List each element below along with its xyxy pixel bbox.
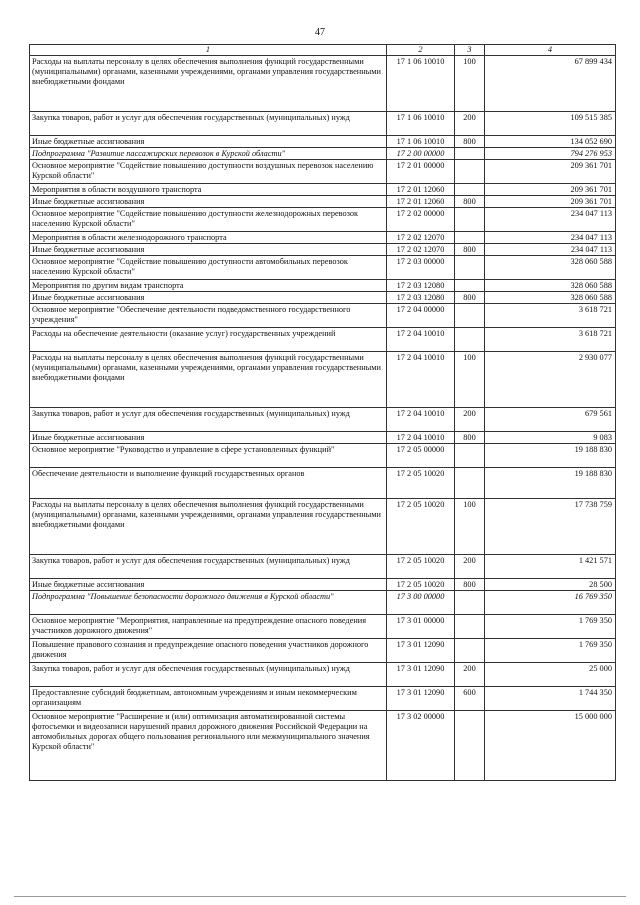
header-cell: 1	[30, 45, 387, 56]
budget-table	[29, 44, 616, 781]
row-name: Основное мероприятие "Руководство и управление в сфере установленных функций"	[30, 444, 387, 468]
row-expense-type	[455, 304, 485, 328]
row-amount: 679 561	[485, 408, 616, 432]
row-expense-type: 800	[455, 136, 485, 148]
row-expense-type	[455, 280, 485, 292]
row-expense-type	[455, 615, 485, 639]
row-code: 17 2 04 00000	[387, 304, 455, 328]
row-code: 17 2 02 12070	[387, 244, 455, 256]
row-expense-type	[455, 208, 485, 232]
row-expense-type	[455, 256, 485, 280]
row-code: 17 3 00 00000	[387, 591, 455, 615]
row-name: Расходы на выплаты персоналу в целях обеспечения выполнения функций государственными (муниципальными) органами, казенными учреждениями, органами управления государственными внебюджетными фондами	[30, 56, 387, 112]
row-code: 17 3 01 12090	[387, 663, 455, 687]
row-code: 17 2 05 10020	[387, 555, 455, 579]
row-expense-type	[455, 328, 485, 352]
row-expense-type	[455, 591, 485, 615]
row-name: Подпрограмма "Повышение безопасности дорожного движения в Курской области"	[30, 591, 387, 615]
row-code: 17 3 01 12090	[387, 687, 455, 711]
row-amount: 209 361 701	[485, 196, 616, 208]
row-name: Основное мероприятие "Содействие повышению доступности автомобильных перевозок населению Курской области"	[30, 256, 387, 280]
row-expense-type	[455, 444, 485, 468]
table-row	[30, 56, 616, 112]
row-code: 17 2 05 10020	[387, 499, 455, 555]
row-name: Иные бюджетные ассигнования	[30, 432, 387, 444]
table-row	[30, 444, 616, 468]
row-name: Закупка товаров, работ и услуг для обеспечения государственных (муниципальных) нужд	[30, 555, 387, 579]
row-code: 17 2 01 00000	[387, 160, 455, 184]
row-name: Основное мероприятие "Обеспечение деятельности подведомственного государственного учреждения"	[30, 304, 387, 328]
row-name: Иные бюджетные ассигнования	[30, 244, 387, 256]
row-amount: 328 060 588	[485, 256, 616, 280]
row-name: Расходы на выплаты персоналу в целях обеспечения выполнения функций государственными (муниципальными) органами, казенными учреждениями, органами управления государственными внебюджетными фондами	[30, 352, 387, 408]
row-code: 17 2 02 12070	[387, 232, 455, 244]
row-amount: 19 188 830	[485, 444, 616, 468]
row-amount: 1 769 350	[485, 639, 616, 663]
table-row	[30, 663, 616, 687]
row-expense-type: 800	[455, 244, 485, 256]
row-expense-type: 800	[455, 432, 485, 444]
header-cell: 2	[387, 45, 455, 56]
row-amount: 234 047 113	[485, 208, 616, 232]
row-expense-type: 200	[455, 112, 485, 136]
table-row	[30, 112, 616, 136]
row-name: Мероприятия в области воздушного транспорта	[30, 184, 387, 196]
row-expense-type: 200	[455, 408, 485, 432]
row-amount: 28 500	[485, 579, 616, 591]
row-code: 17 2 03 00000	[387, 256, 455, 280]
table-row	[30, 615, 616, 639]
row-code: 17 2 04 10010	[387, 352, 455, 408]
row-name: Расходы на выплаты персоналу в целях обеспечения выполнения функций государственными (муниципальными) органами, казенными учреждениями, органами управления государственными внебюджетными фондами	[30, 499, 387, 555]
table-row	[30, 196, 616, 208]
row-code: 17 3 01 12090	[387, 639, 455, 663]
row-name: Подпрограмма "Развитие пассажирских перевозок в Курской области"	[30, 148, 387, 160]
row-amount: 25 000	[485, 663, 616, 687]
row-expense-type	[455, 468, 485, 499]
row-code: 17 2 03 12080	[387, 292, 455, 304]
row-amount: 234 047 113	[485, 232, 616, 244]
row-amount: 17 738 759	[485, 499, 616, 555]
row-amount: 328 060 588	[485, 280, 616, 292]
table-row	[30, 232, 616, 244]
table-row	[30, 256, 616, 280]
table-row	[30, 160, 616, 184]
table-row	[30, 687, 616, 711]
row-name: Иные бюджетные ассигнования	[30, 579, 387, 591]
row-code: 17 2 04 10010	[387, 328, 455, 352]
table-row	[30, 639, 616, 663]
row-name: Иные бюджетные ассигнования	[30, 136, 387, 148]
row-code: 17 2 04 10010	[387, 408, 455, 432]
row-code: 17 2 01 12060	[387, 196, 455, 208]
table-header-row	[30, 45, 616, 56]
row-expense-type: 200	[455, 663, 485, 687]
table-row	[30, 468, 616, 499]
row-code: 17 2 05 00000	[387, 444, 455, 468]
row-code: 17 3 01 00000	[387, 615, 455, 639]
row-expense-type: 800	[455, 579, 485, 591]
row-amount: 1 769 350	[485, 615, 616, 639]
row-amount: 16 769 350	[485, 591, 616, 615]
row-expense-type	[455, 160, 485, 184]
row-amount: 209 361 701	[485, 184, 616, 196]
row-expense-type: 200	[455, 555, 485, 579]
row-expense-type: 100	[455, 352, 485, 408]
row-expense-type	[455, 232, 485, 244]
row-expense-type: 800	[455, 292, 485, 304]
table-row	[30, 432, 616, 444]
row-name: Закупка товаров, работ и услуг для обеспечения государственных (муниципальных) нужд	[30, 663, 387, 687]
row-amount: 109 515 385	[485, 112, 616, 136]
row-amount: 3 618 721	[485, 328, 616, 352]
row-expense-type: 800	[455, 196, 485, 208]
row-code: 17 2 02 00000	[387, 208, 455, 232]
table-row	[30, 499, 616, 555]
row-amount: 328 060 588	[485, 292, 616, 304]
row-name: Основное мероприятие "Расширение и (или) оптимизация автоматизированной системы фотосъемки и видеозаписи нарушений правил дорожного движения Российской Федерации на автомобильных дорогах общего пользования регионального или межмуниципального значения Курской области"	[30, 711, 387, 781]
row-amount: 9 083	[485, 432, 616, 444]
row-amount: 3 618 721	[485, 304, 616, 328]
row-name: Закупка товаров, работ и услуг для обеспечения государственных (муниципальных) нужд	[30, 112, 387, 136]
table-row	[30, 292, 616, 304]
table-row	[30, 184, 616, 196]
row-code: 17 2 05 10020	[387, 468, 455, 499]
header-cell: 4	[485, 45, 616, 56]
row-amount: 134 052 690	[485, 136, 616, 148]
table-row	[30, 244, 616, 256]
table-row	[30, 555, 616, 579]
row-code: 17 2 01 12060	[387, 184, 455, 196]
row-name: Основное мероприятие "Мероприятия, направленные на предупреждение опасного поведения участников дорожного движения"	[30, 615, 387, 639]
row-name: Мероприятия в области железнодорожного транспорта	[30, 232, 387, 244]
table-row	[30, 711, 616, 781]
row-name: Обеспечение деятельности и выполнение функций государственных органов	[30, 468, 387, 499]
table-row	[30, 579, 616, 591]
row-name: Расходы на обеспечение деятельности (оказание услуг) государственных учреждений	[30, 328, 387, 352]
row-amount: 67 899 434	[485, 56, 616, 112]
row-expense-type: 100	[455, 499, 485, 555]
page-number: 47	[315, 27, 325, 38]
row-amount: 1 744 350	[485, 687, 616, 711]
row-name: Основное мероприятие "Содействие повышению доступности железнодорожных перевозок населению Курской области"	[30, 208, 387, 232]
row-expense-type	[455, 148, 485, 160]
row-amount: 1 421 571	[485, 555, 616, 579]
row-name: Иные бюджетные ассигнования	[30, 196, 387, 208]
row-name: Иные бюджетные ассигнования	[30, 292, 387, 304]
row-code: 17 1 06 10010	[387, 112, 455, 136]
row-amount: 794 276 953	[485, 148, 616, 160]
row-name: Повышение правового сознания и предупреждение опасного поведения участников дорожного движения	[30, 639, 387, 663]
row-expense-type: 600	[455, 687, 485, 711]
row-expense-type: 100	[455, 56, 485, 112]
header-cell: 3	[455, 45, 485, 56]
table-row	[30, 208, 616, 232]
row-name: Предоставление субсидий бюджетным, автономным учреждениям и иным некоммерческим организациям	[30, 687, 387, 711]
row-code: 17 2 05 10020	[387, 579, 455, 591]
row-name: Закупка товаров, работ и услуг для обеспечения государственных (муниципальных) нужд	[30, 408, 387, 432]
row-expense-type	[455, 639, 485, 663]
table-row	[30, 136, 616, 148]
row-amount: 19 188 830	[485, 468, 616, 499]
row-name: Мероприятия по другим видам транспорта	[30, 280, 387, 292]
page-bottom-rule	[14, 896, 626, 897]
row-code: 17 2 03 12080	[387, 280, 455, 292]
table-row	[30, 591, 616, 615]
row-code: 17 1 06 10010	[387, 136, 455, 148]
row-amount: 234 047 113	[485, 244, 616, 256]
table-row	[30, 304, 616, 328]
table-row	[30, 408, 616, 432]
row-code: 17 3 02 00000	[387, 711, 455, 781]
row-amount: 209 361 701	[485, 160, 616, 184]
row-code: 17 2 04 10010	[387, 432, 455, 444]
table-row	[30, 280, 616, 292]
row-name: Основное мероприятие "Содействие повышению доступности воздушных перевозок населению Курской области"	[30, 160, 387, 184]
row-code: 17 1 06 10010	[387, 56, 455, 112]
table-row	[30, 328, 616, 352]
row-expense-type	[455, 184, 485, 196]
row-amount: 2 930 077	[485, 352, 616, 408]
row-code: 17 2 00 00000	[387, 148, 455, 160]
table-row	[30, 352, 616, 408]
row-amount: 15 000 000	[485, 711, 616, 781]
row-expense-type	[455, 711, 485, 781]
table-row	[30, 148, 616, 160]
